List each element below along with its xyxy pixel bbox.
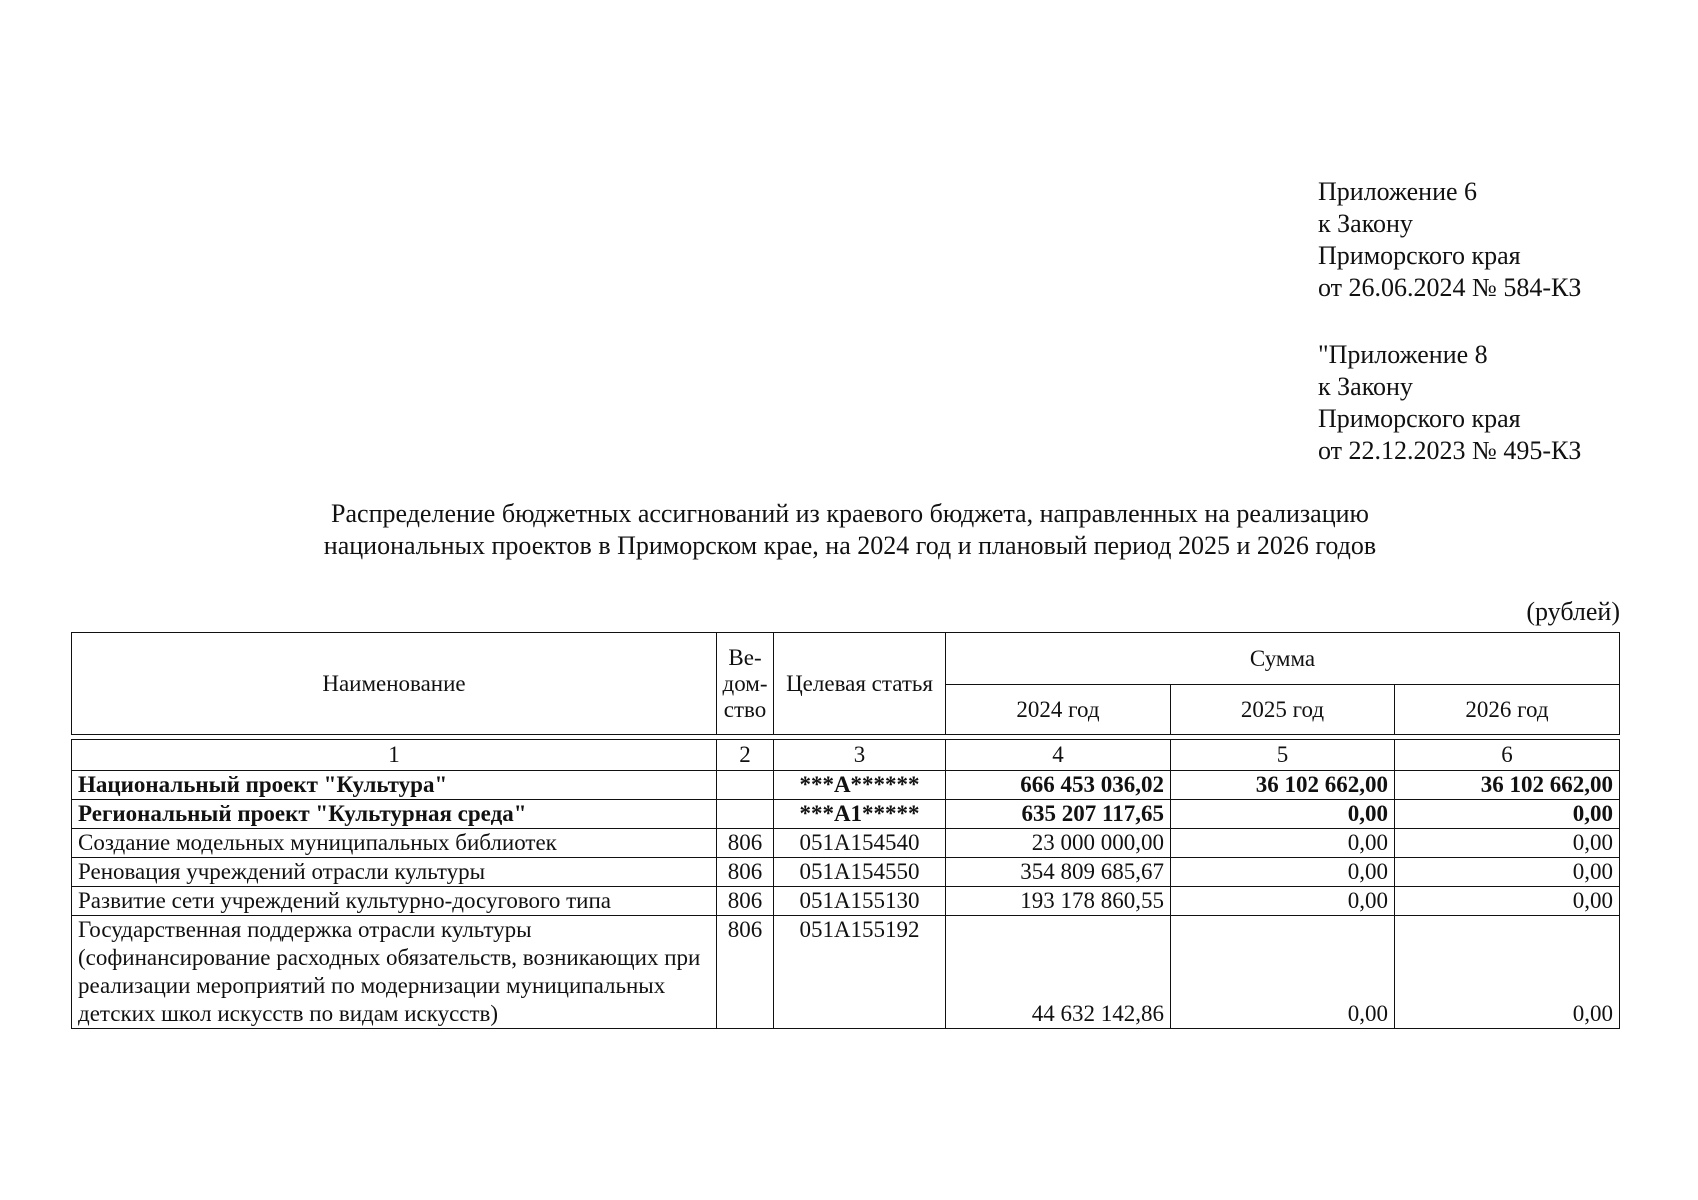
header-name: Наименование (72, 633, 717, 735)
header-dept-line: дом- (722, 670, 768, 696)
row-2025: 0,00 (1171, 887, 1395, 916)
table-row (72, 829, 1620, 858)
row-target: ***А****** (774, 771, 946, 800)
header-2025: 2025 год (1171, 685, 1395, 735)
column-number: 5 (1171, 740, 1395, 771)
header-sum: Сумма (946, 633, 1620, 685)
row-2025: 0,00 (1171, 829, 1395, 858)
row-dept: 806 (717, 916, 774, 1029)
row-dept: 806 (717, 887, 774, 916)
row-2025: 36 102 662,00 (1171, 771, 1395, 800)
appendix-line: к Закону (1318, 372, 1413, 401)
header-dept (717, 633, 774, 735)
row-dept (717, 800, 774, 829)
row-2026: 0,00 (1395, 829, 1620, 858)
row-2024: 44 632 142,86 (946, 916, 1171, 1029)
appendix-line: от 22.12.2023 № 495-КЗ (1318, 436, 1582, 465)
row-dept: 806 (717, 858, 774, 887)
column-number: 4 (946, 740, 1171, 771)
row-dept (717, 771, 774, 800)
header-2026: 2026 год (1395, 685, 1620, 735)
column-number: 6 (1395, 740, 1620, 771)
appendix-current (1318, 176, 1678, 304)
row-name: Реновация учреждений отрасли культуры (72, 858, 717, 887)
column-number-row (72, 740, 1620, 771)
row-name: Региональный проект "Культурная среда" (72, 800, 717, 829)
row-dept: 806 (717, 829, 774, 858)
row-2025: 0,00 (1171, 858, 1395, 887)
row-2025: 0,00 (1171, 800, 1395, 829)
table-header-row (72, 633, 1620, 685)
row-2024: 354 809 685,67 (946, 858, 1171, 887)
table-row (72, 858, 1620, 887)
row-2024: 666 453 036,02 (946, 771, 1171, 800)
header-2024: 2024 год (946, 685, 1171, 735)
header-dept-line: Ве- (728, 644, 762, 670)
column-number: 1 (72, 740, 717, 771)
header-target: Целевая статья (774, 633, 946, 735)
column-number: 3 (774, 740, 946, 771)
row-2026: 0,00 (1395, 800, 1620, 829)
row-2026: 0,00 (1395, 858, 1620, 887)
row-2026: 36 102 662,00 (1395, 771, 1620, 800)
budget-table (71, 632, 1620, 1029)
column-number: 2 (717, 740, 774, 771)
row-target: 051А154540 (774, 829, 946, 858)
table-row (72, 800, 1620, 829)
appendix-line: Приморского края (1318, 404, 1521, 433)
row-target: ***А1***** (774, 800, 946, 829)
table-row (72, 916, 1620, 1029)
row-2024: 635 207 117,65 (946, 800, 1171, 829)
row-name: Национальный проект "Культура" (72, 771, 717, 800)
appendix-amended (1318, 339, 1678, 467)
table-row (72, 771, 1620, 800)
appendix-line: к Закону (1318, 209, 1413, 238)
table-row (72, 887, 1620, 916)
row-target: 051А155130 (774, 887, 946, 916)
unit-label: (рублей) (1526, 597, 1620, 626)
row-name: Развитие сети учреждений культурно-досугового типа (72, 887, 717, 916)
appendix-line: от 26.06.2024 № 584-КЗ (1318, 273, 1582, 302)
row-2024: 193 178 860,55 (946, 887, 1171, 916)
row-name: Создание модельных муниципальных библиотек (72, 829, 717, 858)
row-2024: 23 000 000,00 (946, 829, 1171, 858)
appendix-line: Приложение 6 (1318, 177, 1478, 206)
title-line: Распределение бюджетных ассигнований из краевого бюджета, направленных на реализацию (331, 499, 1369, 528)
row-target: 051А155192 (774, 916, 946, 1029)
row-2025: 0,00 (1171, 916, 1395, 1029)
row-2026: 0,00 (1395, 887, 1620, 916)
title-line: национальных проектов в Приморском крае, на 2024 год и плановый период 2025 и 2026 годов (323, 531, 1377, 560)
row-2026: 0,00 (1395, 916, 1620, 1029)
header-dept-line: ство (723, 696, 767, 722)
row-name: Государственная поддержка отрасли культуры (софинансирование расходных обязательств, возникающих при реализации мероприятий по модернизации муниципальных детских школ искусств по видам искусств) (72, 916, 717, 1029)
appendix-line: "Приложение 8 (1318, 340, 1488, 369)
document-title (170, 498, 1530, 562)
appendix-line: Приморского края (1318, 241, 1521, 270)
row-target: 051А154550 (774, 858, 946, 887)
